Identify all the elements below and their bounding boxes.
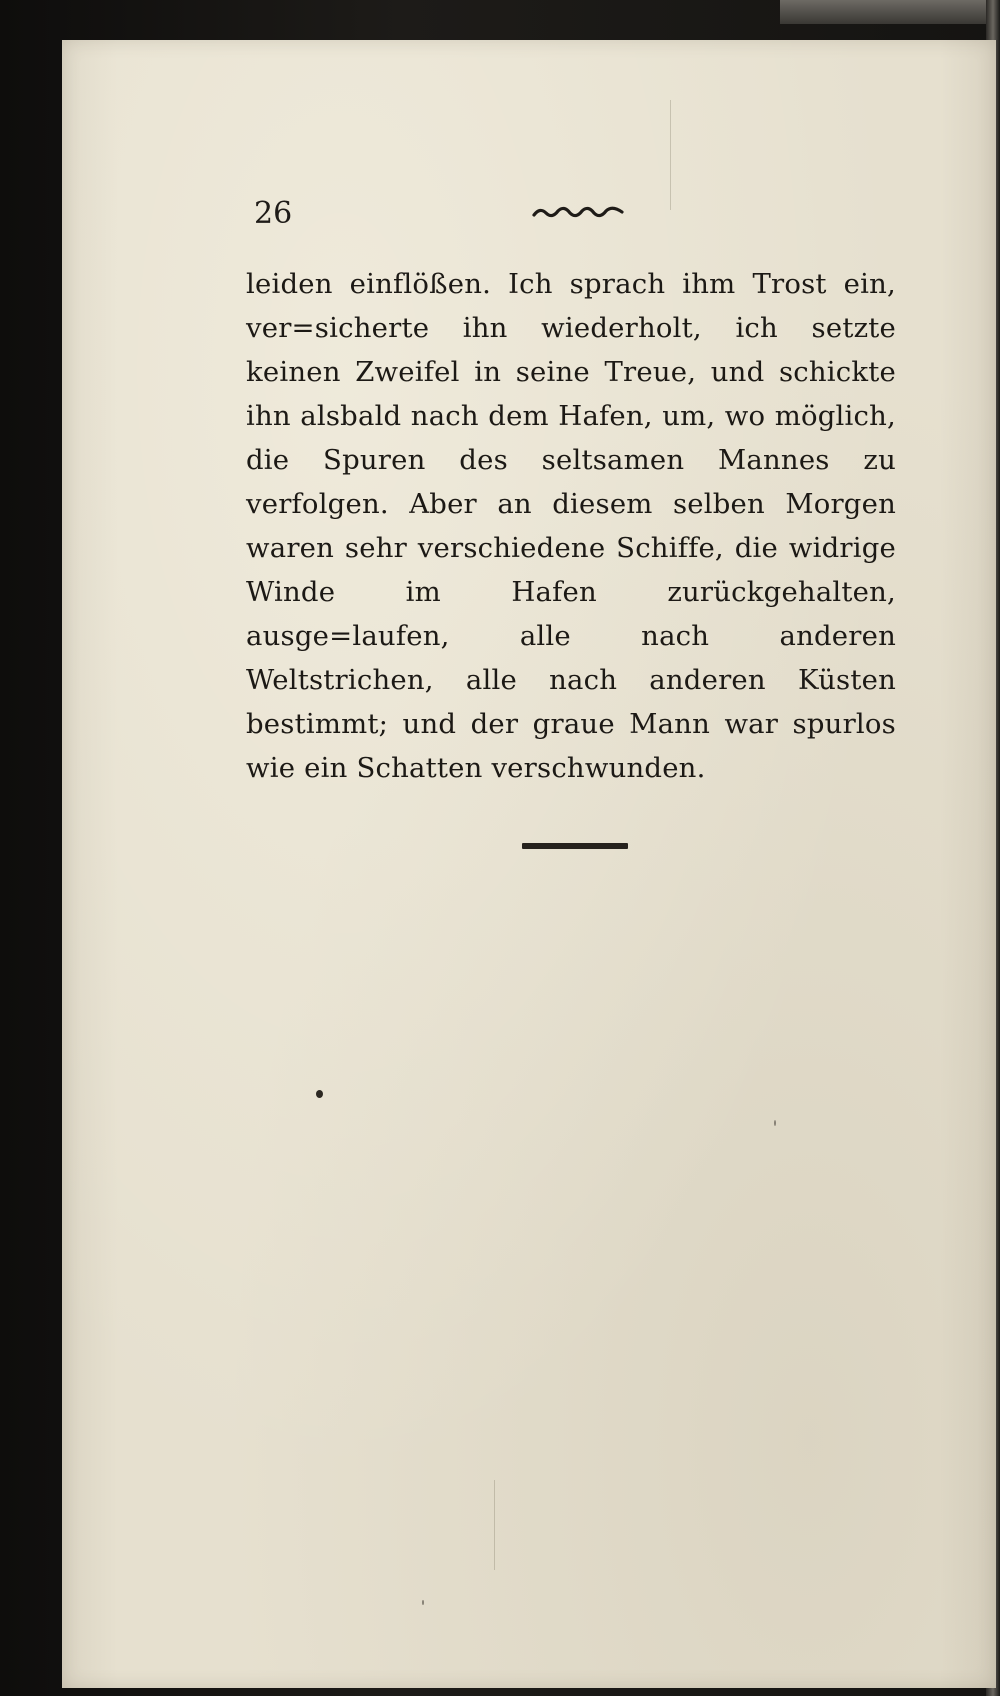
book-edge-top — [780, 0, 1000, 24]
ink-speck — [422, 1600, 424, 1605]
ink-speck — [316, 1090, 323, 1098]
end-rule — [522, 843, 628, 849]
paper-crease — [494, 1480, 495, 1570]
paper-crease — [670, 100, 671, 210]
ink-speck — [774, 1120, 776, 1126]
header-ornament — [532, 203, 624, 221]
page-number: 26 — [254, 196, 293, 231]
body-paragraph: leiden einflößen. Ich sprach ihm Trost ein, ver=sicherte ihn wiederholt, ich setzte keinen Zweifel in seine Treue, und schickte ihn alsbald nach dem Hafen, um, wo möglich, die Spuren des seltsamen Mannes zu verfolgen. Aber an diesem selben Morgen waren sehr verschiedene Schiffe, die widrige Winde im Hafen zurückgehalten, ausge=laufen, alle nach anderen Weltstrichen, alle nach anderen Küsten bestimmt; und der graue Mann war spurlos wie ein Schatten verschwunden. — [246, 268, 896, 784]
